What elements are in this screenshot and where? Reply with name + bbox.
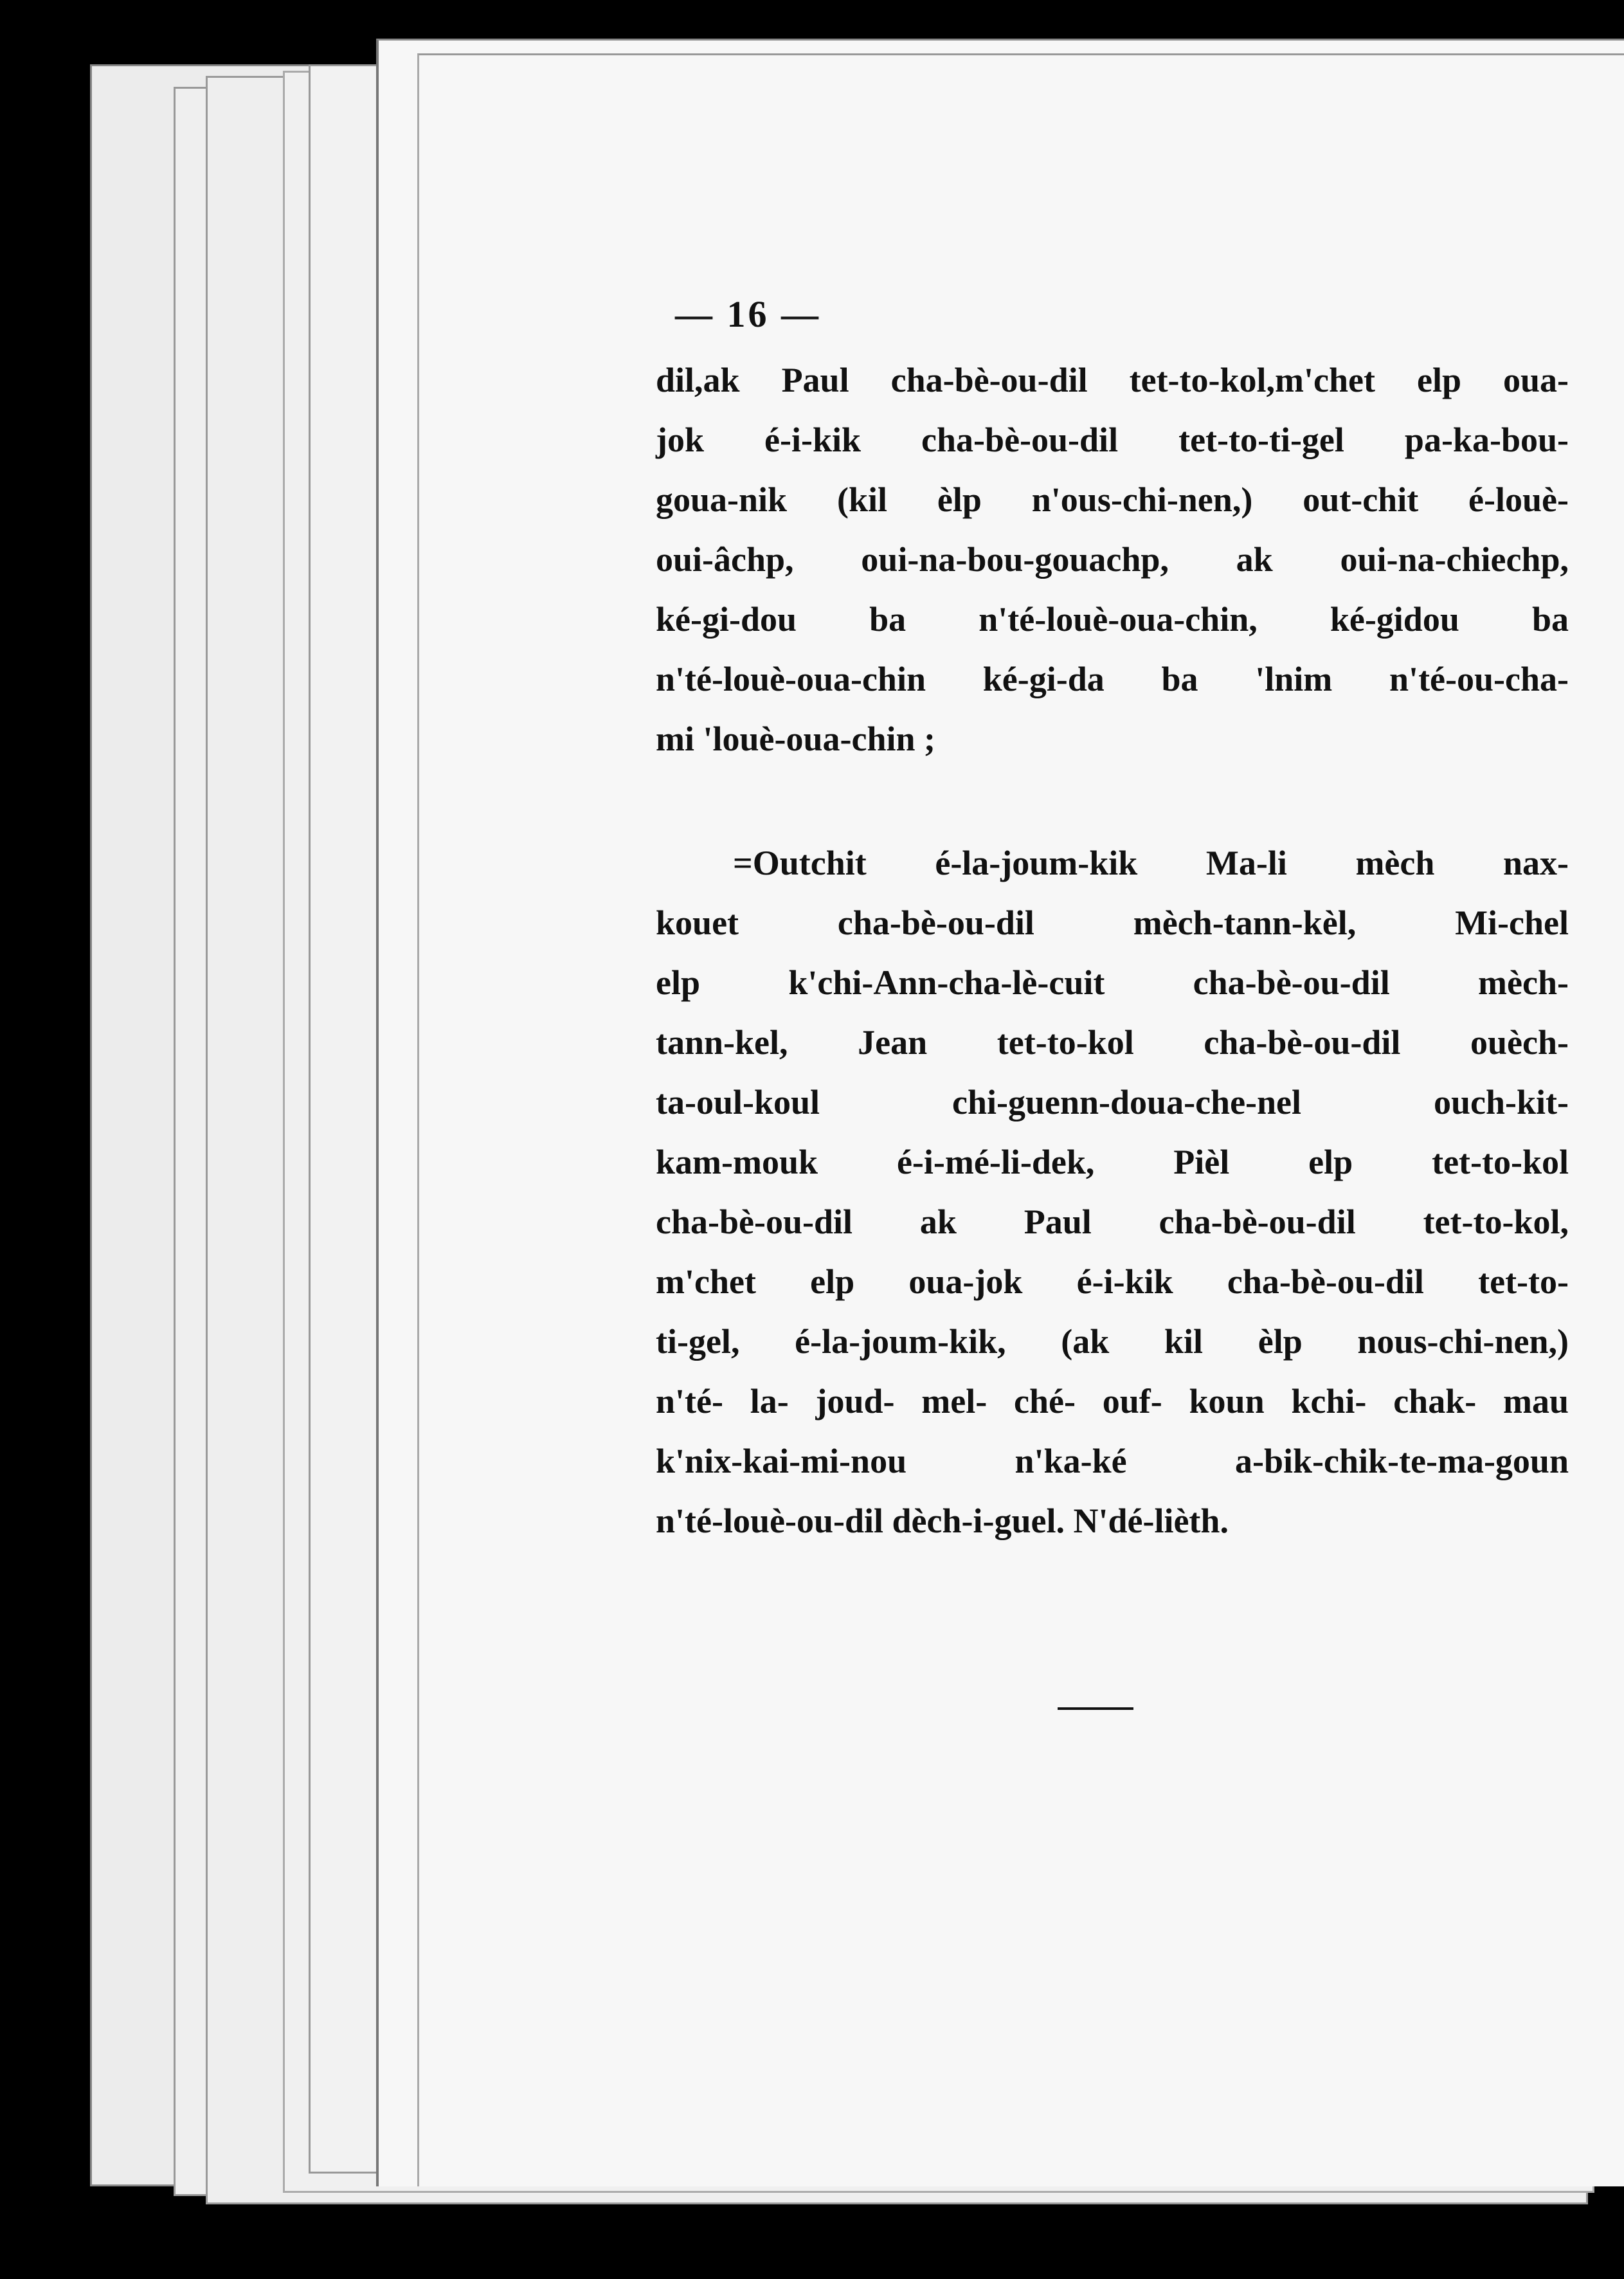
text-line: oui-âchp, oui-na-bou-gouachp, ak oui-na-chiechp, [656,540,1569,579]
paragraph [656,350,1569,769]
text-line: n'té- la- joud- mel- ché- ouf- koun kchi- chak- mau [656,1382,1569,1421]
text-line: m'chet elp oua-jok é-i-kik cha-bè-ou-dil tet-to- [656,1262,1569,1301]
text-line: tann-kel, Jean tet-to-kol cha-bè-ou-dil ouèch- [656,1023,1569,1062]
text-line: ké-gi-dou ba n'té-louè-oua-chin, ké-gidou ba [656,600,1569,639]
text-line: elp k'chi-Ann-cha-lè-cuit cha-bè-ou-dil mèch- [656,963,1569,1002]
paragraph-gap [656,769,1569,833]
text-line: k'nix-kai-mi-nou n'ka-ké a-bik-chik-te-ma-goun [656,1442,1569,1480]
body-text [656,350,1569,1551]
text-line: mi 'louè-oua-chin ; [656,720,936,758]
text-line: goua-nik (kil èlp n'ous-chi-nen,) out-chit é-louè- [656,480,1569,519]
text-line: kam-mouk é-i-mé-li-dek, Pièl elp tet-to-kol [656,1143,1569,1181]
text-line: jok é-i-kik cha-bè-ou-dil tet-to-ti-gel pa-ka-bou- [656,421,1569,459]
text-line: ti-gel, é-la-joum-kik, (ak kil èlp nous-chi-nen,) [656,1322,1569,1361]
text-line: cha-bè-ou-dil ak Paul cha-bè-ou-dil tet-to-kol, [656,1203,1569,1241]
end-rule [1058,1707,1133,1710]
text-line: kouet cha-bè-ou-dil mèch-tann-kèl, Mi-chel [656,903,1569,942]
text-line: n'té-louè-ou-dil dèch-i-guel. N'dé-lièth. [656,1502,1229,1540]
text-line: =Outchit é-la-joum-kik Ma-li mèch nax- [733,844,1569,882]
text-line: dil,ak Paul cha-bè-ou-dil tet-to-kol,m'chet elp oua- [656,361,1569,399]
text-line: ta-oul-koul chi-guenn-doua-che-nel ouch-kit- [656,1083,1569,1121]
paragraph [656,833,1569,1551]
page-number: — 16 — [675,293,821,335]
text-line: n'té-louè-oua-chin ké-gi-da ba 'lnim n'té-ou-cha- [656,660,1569,698]
